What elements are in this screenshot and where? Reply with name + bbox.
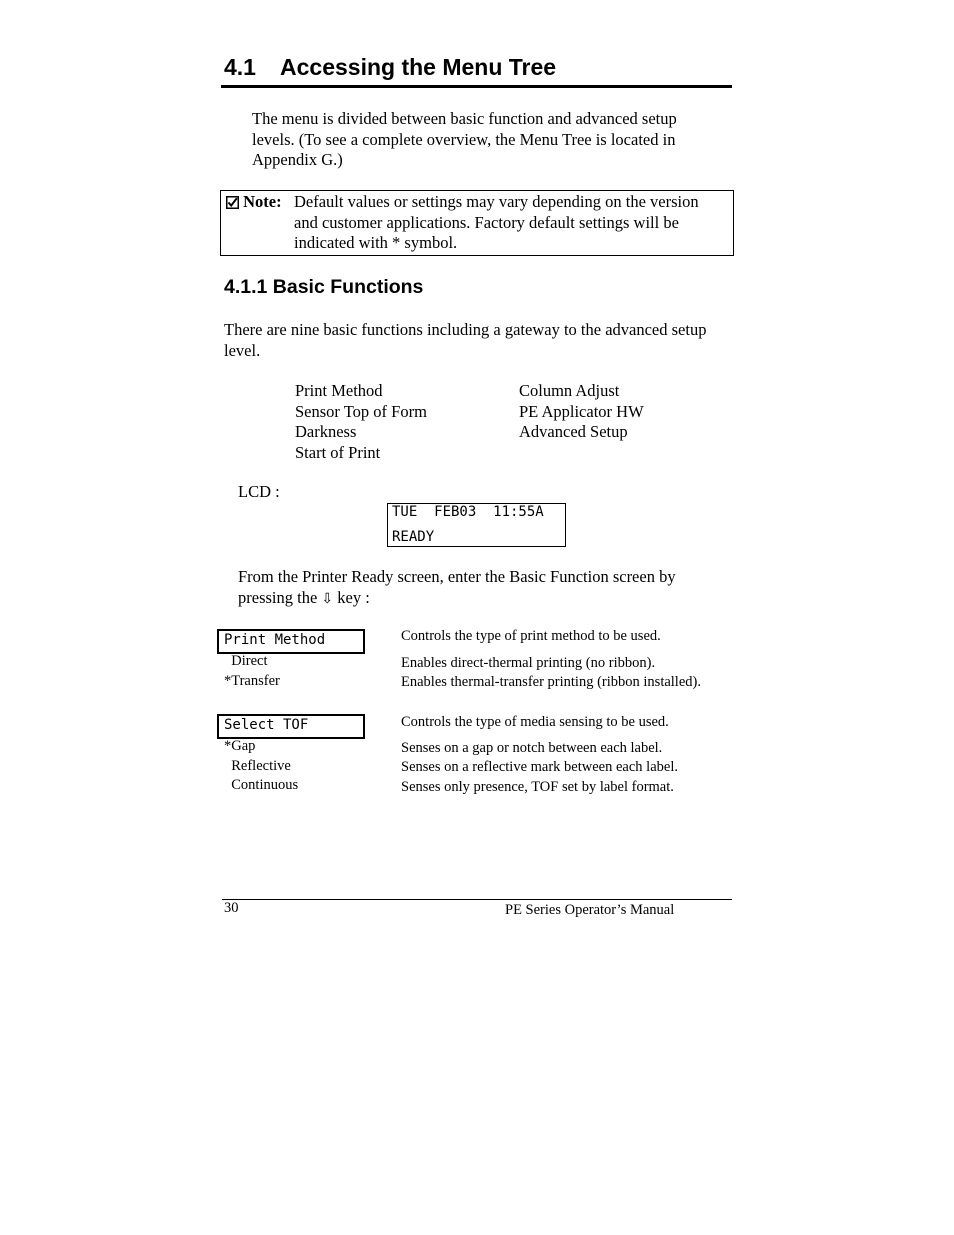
- section-number: 4.1: [224, 54, 256, 80]
- list-item: Print Method: [295, 381, 383, 400]
- checkbox-icon: [226, 196, 239, 209]
- basic-functions-intro: There are nine basic functions including a gateway to the advanced setup level.: [224, 320, 707, 360]
- option-label: Direct: [224, 653, 268, 669]
- manual-title: PE Series Operator’s Manual: [505, 902, 675, 918]
- menu-description: Controls the type of print method to be used.: [401, 628, 661, 644]
- instruction-text: From the Printer Ready screen, enter the Basic Function screen by pressing the: [238, 567, 676, 607]
- option-label: Continuous: [224, 777, 299, 793]
- print-method-menu-display: [217, 629, 365, 654]
- page-number: 30: [224, 900, 239, 916]
- note-text: Default values or settings may vary depending on the version and customer applications. Factory default settings will be indicated with * symbol.: [294, 192, 699, 252]
- option-description: Senses on a reflective mark between each label.: [401, 759, 678, 775]
- option-label: *Transfer: [224, 673, 280, 689]
- lcd-line-1: TUE FEB03 11:55A: [392, 504, 544, 520]
- down-arrow-key-icon: ⇩: [321, 590, 334, 607]
- function-list-left: [295, 381, 427, 463]
- heading-rule: [221, 85, 732, 88]
- list-item: Darkness: [295, 422, 357, 441]
- list-item: Sensor Top of Form: [295, 401, 427, 421]
- option-description: Senses on a gap or notch between each label.: [401, 740, 663, 756]
- menu-display-text: Select TOF: [224, 717, 309, 733]
- list-item: Column Adjust: [519, 381, 620, 400]
- option-description: Enables direct-thermal printing (no ribbon).: [401, 655, 656, 671]
- list-item: Advanced Setup: [519, 422, 628, 441]
- list-item: Start of Print: [295, 442, 381, 462]
- option-label: *Gap: [224, 738, 256, 754]
- basic-function-instructions: [238, 567, 718, 609]
- lcd-display: [387, 503, 566, 547]
- section-title: Accessing the Menu Tree: [280, 54, 557, 80]
- lcd-line-2: READY: [392, 529, 435, 545]
- option-description: Senses only presence, TOF set by label format.: [401, 779, 674, 795]
- note-label: Note:: [243, 192, 282, 211]
- menu-description: Controls the type of media sensing to be used.: [401, 714, 669, 730]
- subsection-heading: 4.1.1 Basic Functions: [224, 276, 424, 298]
- function-list-right: [519, 381, 644, 443]
- list-item: PE Applicator HW: [519, 401, 644, 421]
- select-tof-menu-display: [217, 714, 365, 739]
- instruction-text-end: key :: [333, 587, 370, 607]
- intro-paragraph: The menu is divided between basic function and advanced setup levels. (To see a complete overview, the Menu Tree is located in Appendix G.): [252, 109, 677, 169]
- section-heading: [224, 54, 556, 81]
- menu-display-text: Print Method: [224, 632, 326, 648]
- footer-rule: [222, 899, 732, 900]
- lcd-label: LCD :: [238, 482, 280, 501]
- note-label-group: [226, 192, 282, 212]
- option-label: Reflective: [224, 758, 291, 774]
- option-description: Enables thermal-transfer printing (ribbon installed).: [401, 674, 701, 690]
